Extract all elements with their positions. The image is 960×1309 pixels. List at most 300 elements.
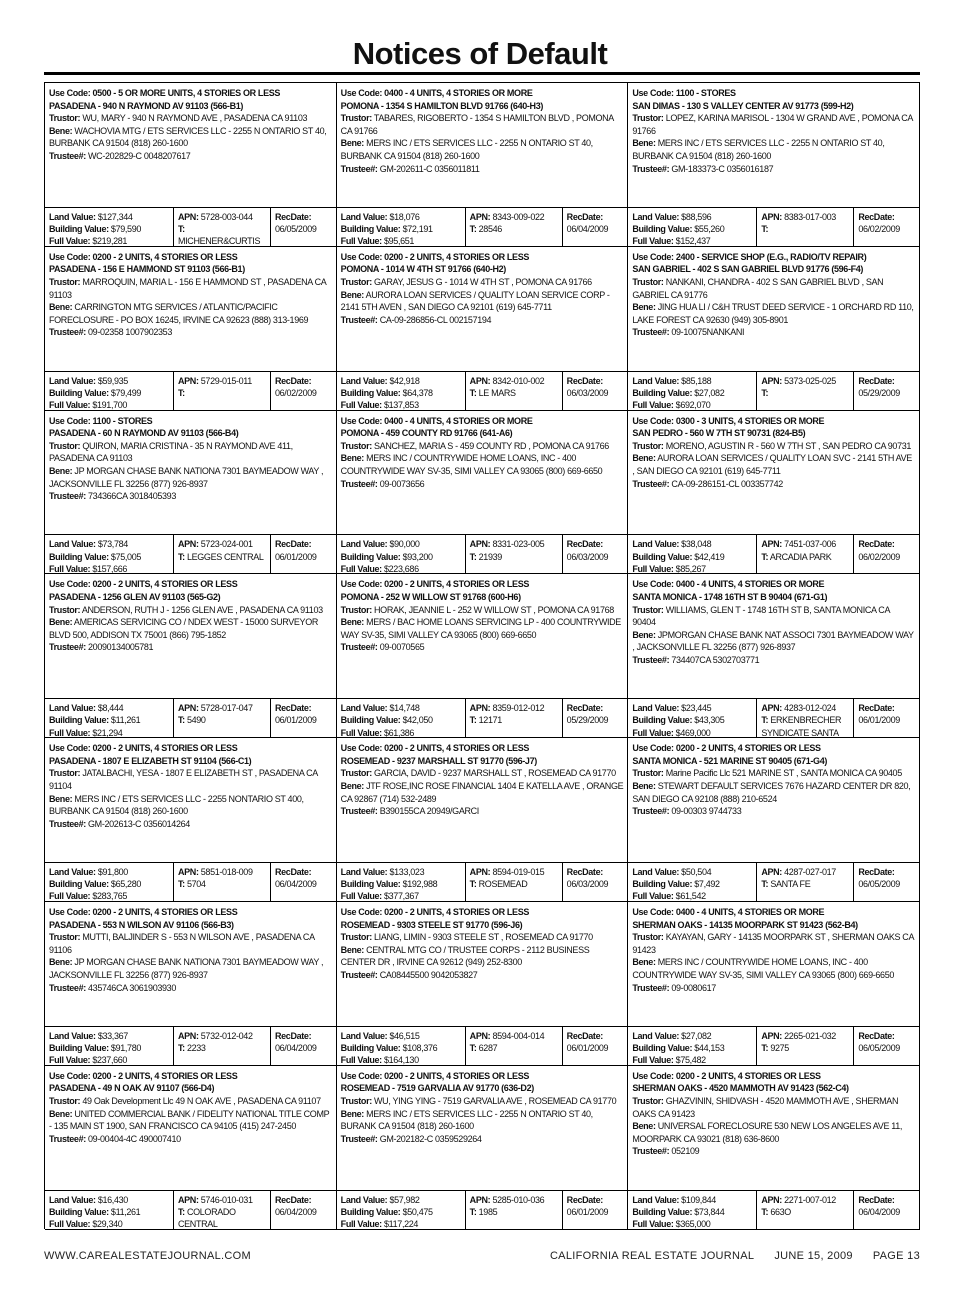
building-value-value: $42,419 (694, 551, 725, 562)
trustor-value: MORENO, AGUSTIN R - 560 W 7TH ST , SAN PEDRO CA 90731 (665, 440, 912, 451)
trustor-label: Trustor: (49, 440, 81, 451)
building-value-label: Building Value: (632, 551, 693, 562)
land-value-value: $16,430 (97, 1194, 128, 1205)
trustor-value: SANCHEZ, MARIA S - 459 COUNTY RD , POMONA CA 91766 (374, 440, 609, 451)
beneficiary-value: UNITED COMMERCIAL BANK / FIDELITY NATIONAL TITLE COMP - 135 MAIN ST 1900, SAN FRANCISCO CA 94105 (415) 247-2450 (49, 1108, 330, 1132)
notice-row (45, 83, 920, 247)
land-value-label: Land Value: (340, 539, 388, 550)
value-column (628, 863, 757, 901)
beneficiary-label: Bene: (632, 138, 656, 149)
building-value-value: $55,260 (694, 224, 725, 234)
recdate-column (563, 1027, 628, 1065)
use-code: Use Code: 0200 - 2 UNITS, 4 STORIES OR LESS (49, 579, 238, 590)
beneficiary-value: WACHOVIA MTG / ETS SERVICES LLC - 2255 N ONTARIO ST 40, BURBANK CA 91504 (818) 260-1600 (49, 125, 327, 149)
trustee-number-label: Trustee#: (49, 491, 86, 502)
full-value (632, 727, 753, 738)
building-value-value: $79,499 (110, 387, 142, 398)
full-value-value: $95,651 (384, 236, 415, 246)
apn-value: 4287-027-017 (784, 866, 836, 877)
recdate-value: 06/04/2009 (566, 224, 609, 234)
property-values (628, 534, 919, 573)
trustor-label: Trustor: (632, 604, 664, 615)
trustor-label: Trustor: (49, 768, 81, 779)
apn-value: 5373-025-025 (784, 375, 836, 386)
land-value (632, 702, 753, 714)
land-value (49, 866, 170, 878)
building-value-value: $7,492 (694, 879, 720, 890)
property-address: POMONA - 252 W WILLOW ST 91768 (600-H6) (340, 591, 521, 602)
notice-details (628, 83, 919, 207)
notice-details (337, 83, 628, 207)
trustee-number (632, 982, 915, 995)
notice-card (337, 738, 629, 902)
tract-label: T: (178, 551, 185, 562)
full-value (341, 399, 462, 410)
recdate-column (854, 372, 919, 410)
value-column (337, 1191, 466, 1229)
apn-column (757, 1191, 854, 1229)
apn-label: APN: (178, 703, 199, 714)
apn-column (174, 208, 271, 246)
recdate-column (271, 1027, 336, 1065)
building-value (632, 1206, 753, 1218)
trustee-number-label: Trustee#: (632, 163, 670, 174)
value-column (628, 1027, 757, 1065)
notice-details (45, 574, 336, 698)
tract-value: 2233 (186, 1042, 206, 1053)
beneficiary-value: MERS INC / ETS SERVICES LLC - 2255 N ONTARIO ST 40, BURANK CA 91504 (818) 260-1600 (340, 1108, 593, 1132)
beneficiary-label: Bene: (340, 944, 364, 955)
land-value-value: $42,918 (389, 375, 420, 386)
trustor-label: Trustor: (340, 276, 372, 287)
apn-value: 5728-003-044 (200, 211, 253, 222)
notice-card (45, 411, 337, 575)
building-value (341, 223, 462, 235)
apn-column (466, 699, 563, 737)
trustee-number-label: Trustee#: (632, 1146, 670, 1157)
beneficiary (49, 793, 332, 818)
tract (470, 1042, 559, 1054)
land-value-value: $127,344 (97, 211, 133, 222)
building-value (341, 714, 462, 726)
trustee-number-label: Trustee#: (49, 327, 86, 338)
recdate-column (854, 699, 919, 737)
land-value (632, 1194, 753, 1206)
building-value-label: Building Value: (632, 1206, 693, 1217)
beneficiary (632, 956, 915, 981)
trustee-number-value: CA08445500 9042053827 (379, 969, 478, 980)
apn-value: 4283-012-024 (784, 703, 836, 714)
building-value-value: $93,200 (402, 551, 433, 562)
recdate-label: RecDate: (566, 866, 603, 877)
property-address: PASADENA - 60 N RAYMOND AV 91103 (566-B4) (49, 428, 239, 439)
land-value-label: Land Value: (632, 211, 680, 222)
apn-label: APN: (761, 375, 782, 386)
building-value-label: Building Value: (49, 551, 109, 562)
recdate-value: 05/29/2009 (858, 387, 900, 398)
trustee-number (632, 805, 915, 818)
trustee-number-value: 09-00303 9744733 (671, 806, 742, 817)
building-value (49, 223, 170, 235)
land-value-label: Land Value: (340, 1194, 388, 1205)
footer-page-number: PAGE 13 (872, 1250, 920, 1262)
full-value-value: $21,294 (92, 727, 123, 738)
building-value (632, 387, 753, 399)
land-value-value: $50,504 (681, 866, 712, 877)
land-value-label: Land Value: (49, 375, 96, 386)
trustor-label: Trustor: (632, 1095, 664, 1106)
land-value-value: $133,023 (389, 866, 425, 877)
property-values (337, 207, 628, 246)
notice-details (45, 738, 336, 862)
notice-row (45, 1066, 920, 1230)
beneficiary-value: MERS INC / COUNTRYWIDE HOME LOANS, INC - 400 COUNTRYWIDE WAY SV-35, SIMI VALLEY CA 93065 (800) 669-6650 (340, 453, 603, 476)
full-value-value: $191,700 (92, 400, 128, 410)
recdate-value: 06/03/2009 (566, 387, 609, 398)
recdate-column (271, 535, 336, 573)
trustee-number (49, 1133, 332, 1146)
apn-value: 8383-017-003 (784, 211, 836, 222)
full-value (49, 399, 170, 410)
trustee-number-label: Trustee#: (340, 314, 378, 325)
property-values (628, 371, 919, 410)
tract (761, 387, 850, 399)
building-value (341, 551, 462, 563)
apn-value: 5729-015-011 (200, 375, 252, 386)
notice-details (337, 574, 628, 698)
trustee-number (341, 969, 624, 982)
trustor-label: Trustor: (49, 276, 81, 287)
land-value-label: Land Value: (49, 866, 96, 877)
apn (761, 538, 850, 550)
tract (470, 714, 559, 726)
building-value (49, 1206, 170, 1218)
property-values (45, 371, 336, 410)
building-value-label: Building Value: (49, 1042, 109, 1053)
notice-details (337, 1066, 628, 1190)
trustee-number-value: 734366CA 3018405393 (88, 491, 176, 502)
full-value (632, 235, 753, 246)
beneficiary (341, 1108, 624, 1133)
full-value-label: Full Value: (49, 563, 91, 574)
apn (470, 1194, 559, 1206)
land-value (49, 375, 170, 387)
beneficiary-value: AURORA LOAN SERVICES / QUALITY LOAN SVC - 2141 5TH AVE , SAN DIEGO CA 92101 (619) 645-7711 (632, 453, 912, 476)
apn-column (466, 208, 563, 246)
full-value-value: $283,765 (92, 891, 128, 901)
apn-value: 5723-024-001 (200, 539, 253, 550)
trustor-label: Trustor: (340, 440, 372, 451)
beneficiary-label: Bene: (340, 780, 364, 791)
trustee-number-label: Trustee#: (632, 327, 670, 338)
trustor (632, 1095, 915, 1120)
land-value (341, 702, 462, 714)
notice-card (337, 1066, 629, 1230)
trustor-label: Trustor: (340, 932, 372, 943)
recdate-column (563, 863, 628, 901)
beneficiary-value: JPMORGAN CHASE BANK NAT ASSOCI 7301 BAYMEADOW WAY , JACKSONVILLE FL 32256 (877) 926-8937 (632, 629, 914, 653)
recdate-value: 06/01/2009 (566, 1042, 609, 1053)
tract-value: ROSEMEAD (478, 879, 528, 890)
full-value (341, 890, 462, 901)
trustor (49, 440, 332, 465)
property-values (628, 1190, 919, 1229)
trustee-number-label: Trustee#: (632, 806, 670, 817)
notice-details (337, 247, 628, 371)
value-column (337, 208, 466, 246)
trustee-number-value: B390155CA 20949/GARCI (379, 806, 479, 817)
recdate-column (854, 535, 919, 573)
recdate-column (271, 1191, 336, 1229)
full-value-label: Full Value: (632, 236, 674, 246)
building-value-value: $73,844 (694, 1206, 725, 1217)
building-value-value: $44,153 (694, 1042, 725, 1053)
trustor (341, 767, 624, 780)
land-value-value: $23,445 (681, 703, 712, 714)
tract-value: 21939 (478, 551, 502, 562)
beneficiary-value: JP MORGAN CHASE BANK NATIONA 7301 BAYMEADOW WAY , JACKSONVILLE FL 32256 (877) 926-8937 (49, 465, 324, 489)
recdate-label: RecDate: (858, 375, 895, 386)
trustee-number-value: 09-00404-4C 490007410 (88, 1133, 181, 1144)
full-value-value: $137,853 (384, 400, 419, 410)
trustor (341, 276, 624, 289)
recdate-label: RecDate: (275, 375, 312, 386)
use-code: Use Code: 0200 - 2 UNITS, 4 STORIES OR LESS (340, 251, 530, 262)
tract (761, 878, 850, 890)
notice-row (45, 247, 920, 411)
full-value-value: $152,437 (675, 236, 711, 246)
recdate-label: RecDate: (566, 1194, 603, 1205)
trustor (341, 604, 624, 617)
building-value-value: $72,191 (402, 224, 433, 234)
tract-label: T: (761, 879, 769, 890)
use-code: Use Code: 0200 - 2 UNITS, 4 STORIES OR LESS (49, 906, 238, 917)
apn-column (757, 699, 854, 737)
land-value-value: $14,748 (389, 703, 420, 714)
full-value-label: Full Value: (340, 563, 382, 574)
beneficiary-label: Bene: (49, 1108, 73, 1119)
trustee-number-value: GM-202182-C 0359529264 (379, 1133, 482, 1144)
land-value-value: $46,515 (389, 1030, 420, 1041)
full-value (49, 563, 170, 574)
recdate-value: 06/01/2009 (275, 551, 317, 562)
land-value-value: $33,367 (97, 1030, 128, 1041)
land-value (341, 1030, 462, 1042)
beneficiary-label: Bene: (340, 138, 364, 149)
notice-details (45, 247, 336, 371)
trustor-value: 49 Oak Development Llc 49 N OAK AVE , PASADENA CA 91107 (82, 1095, 321, 1106)
notice-card (628, 902, 920, 1066)
notice-details (45, 902, 336, 1026)
apn (470, 538, 559, 550)
beneficiary (632, 780, 915, 805)
recdate-column (854, 1191, 919, 1229)
property-address: POMONA - 1354 S HAMILTON BLVD 91766 (640-H3) (340, 100, 543, 111)
land-value-label: Land Value: (340, 866, 388, 877)
trustor (49, 931, 332, 956)
trustor (49, 276, 332, 301)
tract-value: LEGGES CENTRAL (186, 551, 264, 562)
notice-card (45, 1066, 337, 1230)
tract-label: T: (178, 1042, 185, 1053)
trustor-value: HORAK, JEANNIE L - 252 W WILLOW ST , POMONA CA 91768 (374, 604, 614, 615)
apn-value: 5285-010-036 (492, 1194, 545, 1205)
beneficiary (632, 629, 915, 654)
trustor-value: MUTTI, BALJINDER S - 553 N WILSON AVE , PASADENA CA 91106 (49, 932, 315, 955)
full-value (632, 890, 753, 901)
use-code: Use Code: 0200 - 2 UNITS, 4 STORIES OR LESS (340, 743, 530, 754)
building-value (49, 1042, 170, 1054)
recdate-column (854, 1027, 919, 1065)
value-column (337, 372, 466, 410)
notice-card (337, 902, 629, 1066)
property-values (45, 207, 336, 246)
full-value-label: Full Value: (340, 400, 382, 410)
trustor-value: WU, MARY - 940 N RAYMOND AVE , PASADENA CA 91103 (82, 113, 308, 124)
apn (761, 211, 850, 223)
building-value (49, 387, 170, 399)
land-value-label: Land Value: (340, 703, 388, 714)
recdate-label: RecDate: (275, 211, 312, 222)
land-value (632, 538, 753, 550)
full-value-value: $75,482 (675, 1055, 706, 1065)
recdate-label: RecDate: (858, 1030, 895, 1041)
building-value-label: Building Value: (632, 879, 693, 890)
notice-card (628, 83, 920, 247)
trustor-value: LIANG, LIMIN - 9303 STEELE ST , ROSEMEAD CA 91770 (374, 932, 593, 943)
notice-card (628, 1066, 920, 1230)
beneficiary-label: Bene: (632, 957, 656, 968)
footer-website[interactable]: WWW.CAREALESTATEJOURNAL.COM (44, 1250, 251, 1262)
trustee-number-value: WC-202829-C 0048207617 (88, 150, 191, 161)
tract (761, 1042, 850, 1054)
full-value (632, 1218, 753, 1229)
recdate-value: 06/03/2009 (566, 551, 609, 562)
recdate-column (563, 699, 628, 737)
recdate-label: RecDate: (275, 1030, 312, 1041)
land-value-label: Land Value: (632, 539, 680, 550)
beneficiary (49, 125, 332, 150)
beneficiary (632, 452, 915, 477)
land-value-value: $59,935 (97, 375, 128, 386)
property-values (45, 534, 336, 573)
building-value-value: $42,050 (402, 715, 433, 726)
apn-label: APN: (469, 703, 491, 714)
apn (761, 866, 850, 878)
apn-value: 8359-012-012 (492, 703, 545, 714)
land-value-value: $27,082 (681, 1030, 712, 1041)
recdate-value: 06/02/2009 (275, 387, 317, 398)
beneficiary-value: MERS INC / COUNTRYWIDE HOME LOANS, INC - 400 COUNTRYWIDE WAY SV-35, SIMI VALLEY CA 93065 (800) 669-6650 (632, 957, 895, 980)
apn-value: 5728-017-047 (200, 703, 253, 714)
tract-value: 663O (770, 1206, 791, 1217)
apn (470, 702, 559, 714)
recdate-label: RecDate: (275, 539, 312, 550)
apn-label: APN: (178, 211, 199, 222)
trustor-label: Trustor: (340, 768, 372, 779)
recdate-label: RecDate: (566, 703, 603, 714)
beneficiary (49, 465, 332, 490)
value-column (337, 863, 466, 901)
trustor (632, 440, 915, 453)
building-value-value: $11,261 (110, 715, 141, 726)
beneficiary (341, 452, 624, 477)
apn (470, 375, 559, 387)
tract-value: SANTA FE (770, 879, 811, 890)
apn-label: APN: (469, 539, 491, 550)
notice-card (45, 902, 337, 1066)
recdate-value: 06/02/2009 (858, 224, 900, 234)
value-column (45, 535, 174, 573)
full-value (341, 1054, 462, 1065)
land-value (49, 1194, 170, 1206)
notice-card (337, 83, 629, 247)
property-address: SAN DIMAS - 130 S VALLEY CENTER AV 91773 (599-H2) (632, 100, 854, 111)
full-value-label: Full Value: (49, 236, 91, 246)
beneficiary (341, 289, 624, 314)
apn-label: APN: (761, 703, 782, 714)
tract-label: T: (469, 551, 477, 562)
trustee-number-value: GM-183373-C 0356016187 (671, 163, 774, 174)
beneficiary-value: MERS INC / ETS SERVICES LLC - 2255 N ONTARIO ST 40, BURBANK CA 91504 (818) 260-1600 (340, 138, 593, 161)
full-value (632, 399, 753, 410)
tract-value: 5490 (186, 715, 206, 726)
notice-details (628, 247, 919, 371)
recdate-value: 06/02/2009 (858, 551, 900, 562)
beneficiary-value: MERS INC / ETS SERVICES LLC - 2255 NONTARIO ST 400, BURBANK CA 91504 (818) 260-1600 (49, 793, 304, 817)
trustee-number (49, 982, 332, 995)
trustee-number-label: Trustee#: (49, 150, 86, 161)
tract (470, 1206, 559, 1218)
property-address: ROSEMEAD - 7519 GARVALIA AV 91770 (636-D2) (340, 1083, 534, 1094)
property-address: PASADENA - 1256 GLEN AV 91103 (565-G2) (49, 591, 221, 602)
trustor-value: NANKANI, CHANDRA - 402 S SAN GABRIEL BLVD , SAN GABRIEL CA 91776 (632, 276, 884, 300)
beneficiary-label: Bene: (632, 780, 656, 791)
use-code: Use Code: 0200 - 2 UNITS, 4 STORIES OR LESS (49, 251, 238, 262)
recdate-label: RecDate: (566, 375, 603, 386)
full-value (341, 1218, 462, 1229)
trustee-number-label: Trustee#: (49, 642, 86, 653)
building-value-label: Building Value: (49, 879, 109, 890)
trustee-number-label: Trustee#: (340, 1133, 378, 1144)
trustor (632, 604, 915, 629)
beneficiary-label: Bene: (49, 302, 73, 313)
beneficiary-value: JING HUA LI / C&H TRUST DEED SERVICE - 1 ORCHARD RD 110, LAKE FOREST CA 92630 (949) 305-8901 (632, 302, 914, 325)
apn-value: 2271-007-012 (784, 1194, 836, 1205)
land-value-value: $109,844 (681, 1194, 716, 1205)
tract-label: T: (469, 1042, 477, 1053)
full-value-label: Full Value: (340, 236, 382, 246)
land-value-label: Land Value: (632, 375, 680, 386)
apn-column (174, 863, 271, 901)
land-value-label: Land Value: (49, 703, 96, 714)
use-code: Use Code: 0300 - 3 UNITS, 4 STORIES OR MORE (632, 415, 825, 426)
land-value-value: $57,982 (389, 1194, 420, 1205)
use-code: Use Code: 0200 - 2 UNITS, 4 STORIES OR LESS (340, 579, 530, 590)
apn (178, 866, 267, 878)
recdate-value: 06/05/2009 (858, 1042, 900, 1053)
apn-value: 8594-019-015 (492, 866, 545, 877)
beneficiary-value: JTF ROSE,INC ROSE FINANCIAL 1404 E KATELLA AVE , ORANGE CA 92867 (714) 532-2489 (340, 780, 624, 804)
use-code: Use Code: 0200 - 2 UNITS, 4 STORIES OR LESS (49, 743, 238, 754)
property-address: PASADENA - 156 E HAMMOND ST 91103 (566-B1) (49, 264, 245, 275)
page-title: Notices of Default (352, 36, 608, 71)
property-address: POMONA - 1014 W 4TH ST 91766 (640-H2) (340, 264, 506, 275)
use-code: Use Code: 0400 - 4 UNITS, 4 STORIES OR MORE (340, 88, 533, 98)
land-value (49, 1030, 170, 1042)
recdate-value: 06/01/2009 (566, 1206, 609, 1217)
full-value-value: $117,224 (384, 1218, 419, 1229)
